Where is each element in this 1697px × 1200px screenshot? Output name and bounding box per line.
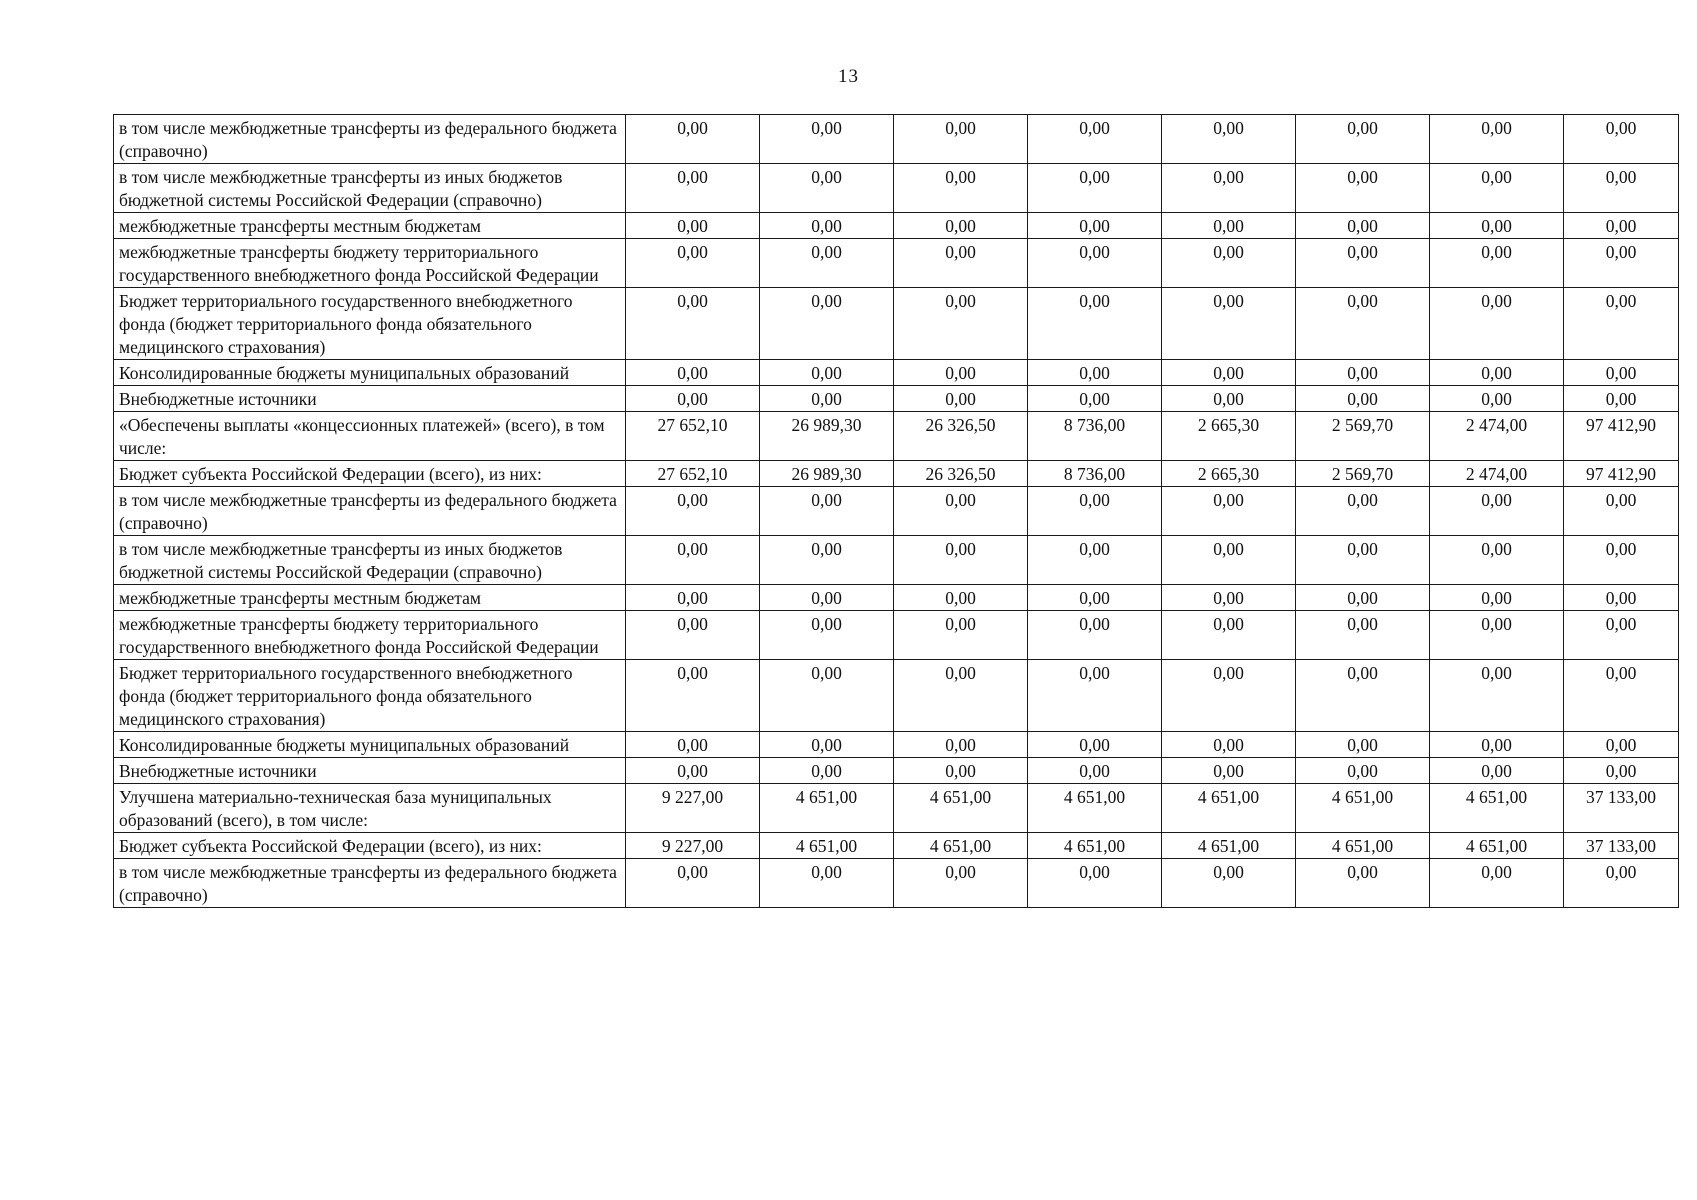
value-cell: 0,00 (626, 213, 760, 239)
row-label: в том числе межбюджетные трансферты из федерального бюджета (справочно) (114, 115, 626, 164)
value-cell: 0,00 (1296, 115, 1430, 164)
table-row (114, 732, 1679, 758)
value-cell: 0,00 (626, 386, 760, 412)
value-cell: 97 412,90 (1564, 412, 1679, 461)
row-label: межбюджетные трансферты бюджету территориального государственного внебюджетного фонда Российской Федерации (114, 239, 626, 288)
value-cell: 0,00 (1564, 115, 1679, 164)
value-cell: 4 651,00 (894, 833, 1028, 859)
value-cell: 4 651,00 (760, 784, 894, 833)
value-cell: 0,00 (1564, 859, 1679, 908)
value-cell: 0,00 (1430, 660, 1564, 732)
value-cell: 0,00 (1028, 536, 1162, 585)
table-row (114, 660, 1679, 732)
value-cell: 0,00 (1162, 386, 1296, 412)
value-cell: 4 651,00 (1296, 833, 1430, 859)
row-label: в том числе межбюджетные трансферты из иных бюджетов бюджетной системы Российской Федерации (справочно) (114, 536, 626, 585)
value-cell: 0,00 (1564, 386, 1679, 412)
value-cell: 2 474,00 (1430, 461, 1564, 487)
value-cell: 0,00 (1028, 732, 1162, 758)
row-label: Консолидированные бюджеты муниципальных образований (114, 360, 626, 386)
value-cell: 0,00 (626, 360, 760, 386)
value-cell: 0,00 (1564, 758, 1679, 784)
value-cell: 0,00 (1162, 487, 1296, 536)
value-cell: 0,00 (1564, 288, 1679, 360)
value-cell: 0,00 (1564, 585, 1679, 611)
value-cell: 0,00 (760, 360, 894, 386)
value-cell: 4 651,00 (760, 833, 894, 859)
value-cell: 0,00 (626, 164, 760, 213)
value-cell: 37 133,00 (1564, 784, 1679, 833)
value-cell: 0,00 (1162, 164, 1296, 213)
value-cell: 0,00 (1296, 611, 1430, 660)
value-cell: 0,00 (1430, 487, 1564, 536)
table-row (114, 833, 1679, 859)
value-cell: 0,00 (760, 732, 894, 758)
value-cell: 0,00 (894, 536, 1028, 585)
table-row (114, 288, 1679, 360)
table-row (114, 386, 1679, 412)
row-label: «Обеспечены выплаты «концессионных платежей» (всего), в том числе: (114, 412, 626, 461)
value-cell: 4 651,00 (1162, 784, 1296, 833)
value-cell: 0,00 (1430, 536, 1564, 585)
value-cell: 0,00 (894, 239, 1028, 288)
value-cell: 4 651,00 (894, 784, 1028, 833)
value-cell: 0,00 (626, 288, 760, 360)
row-label: Бюджет субъекта Российской Федерации (всего), из них: (114, 461, 626, 487)
value-cell: 4 651,00 (1028, 784, 1162, 833)
value-cell: 0,00 (1430, 758, 1564, 784)
row-label: Внебюджетные источники (114, 386, 626, 412)
value-cell: 0,00 (760, 585, 894, 611)
value-cell: 0,00 (1430, 611, 1564, 660)
value-cell: 0,00 (1296, 386, 1430, 412)
value-cell: 0,00 (1296, 536, 1430, 585)
value-cell: 26 326,50 (894, 461, 1028, 487)
value-cell: 0,00 (1162, 115, 1296, 164)
row-label: межбюджетные трансферты местным бюджетам (114, 213, 626, 239)
row-label: Улучшена материально-техническая база муниципальных образований (всего), в том числе: (114, 784, 626, 833)
value-cell: 2 569,70 (1296, 412, 1430, 461)
table-row (114, 239, 1679, 288)
value-cell: 0,00 (626, 732, 760, 758)
value-cell: 0,00 (1028, 115, 1162, 164)
table-row (114, 859, 1679, 908)
value-cell: 0,00 (626, 585, 760, 611)
value-cell: 0,00 (1564, 611, 1679, 660)
value-cell: 0,00 (894, 288, 1028, 360)
table-row (114, 412, 1679, 461)
value-cell: 0,00 (1430, 360, 1564, 386)
value-cell: 2 665,30 (1162, 412, 1296, 461)
value-cell: 0,00 (1564, 660, 1679, 732)
value-cell: 0,00 (1028, 288, 1162, 360)
table-row (114, 784, 1679, 833)
value-cell: 37 133,00 (1564, 833, 1679, 859)
value-cell: 0,00 (1564, 213, 1679, 239)
value-cell: 0,00 (1430, 115, 1564, 164)
row-label: Бюджет территориального государственного внебюджетного фонда (бюджет территориального фонда обязательного медицинского страхования) (114, 288, 626, 360)
value-cell: 0,00 (626, 611, 760, 660)
value-cell: 0,00 (894, 758, 1028, 784)
value-cell: 0,00 (1296, 758, 1430, 784)
value-cell: 0,00 (626, 859, 760, 908)
value-cell: 0,00 (1296, 239, 1430, 288)
value-cell: 0,00 (1028, 611, 1162, 660)
value-cell: 0,00 (1430, 239, 1564, 288)
table-row (114, 115, 1679, 164)
value-cell: 2 665,30 (1162, 461, 1296, 487)
value-cell: 0,00 (1162, 288, 1296, 360)
value-cell: 0,00 (1430, 859, 1564, 908)
value-cell: 0,00 (1296, 732, 1430, 758)
value-cell: 0,00 (1296, 859, 1430, 908)
value-cell: 0,00 (1430, 288, 1564, 360)
value-cell: 4 651,00 (1162, 833, 1296, 859)
value-cell: 4 651,00 (1296, 784, 1430, 833)
value-cell: 0,00 (1564, 360, 1679, 386)
row-label: в том числе межбюджетные трансферты из иных бюджетов бюджетной системы Российской Федерации (справочно) (114, 164, 626, 213)
row-label: Бюджет субъекта Российской Федерации (всего), из них: (114, 833, 626, 859)
value-cell: 4 651,00 (1028, 833, 1162, 859)
page-number: 13 (838, 66, 859, 87)
value-cell: 0,00 (760, 758, 894, 784)
value-cell: 0,00 (894, 585, 1028, 611)
value-cell: 0,00 (626, 487, 760, 536)
table-row (114, 611, 1679, 660)
value-cell: 0,00 (626, 758, 760, 784)
value-cell: 0,00 (1430, 732, 1564, 758)
value-cell: 0,00 (1296, 360, 1430, 386)
value-cell: 0,00 (1162, 585, 1296, 611)
value-cell: 0,00 (1162, 536, 1296, 585)
value-cell: 0,00 (1564, 239, 1679, 288)
value-cell: 0,00 (760, 536, 894, 585)
value-cell: 0,00 (626, 536, 760, 585)
value-cell: 0,00 (1296, 164, 1430, 213)
value-cell: 0,00 (1028, 164, 1162, 213)
value-cell: 0,00 (1162, 859, 1296, 908)
table-row (114, 487, 1679, 536)
table-row (114, 585, 1679, 611)
value-cell: 0,00 (1162, 360, 1296, 386)
value-cell: 26 989,30 (760, 461, 894, 487)
value-cell: 4 651,00 (1430, 784, 1564, 833)
value-cell: 0,00 (1162, 732, 1296, 758)
row-label: межбюджетные трансферты местным бюджетам (114, 585, 626, 611)
value-cell: 9 227,00 (626, 833, 760, 859)
value-cell: 0,00 (626, 239, 760, 288)
value-cell: 0,00 (1296, 585, 1430, 611)
value-cell: 0,00 (760, 213, 894, 239)
value-cell: 2 474,00 (1430, 412, 1564, 461)
value-cell: 0,00 (1028, 758, 1162, 784)
row-label: в том числе межбюджетные трансферты из федерального бюджета (справочно) (114, 859, 626, 908)
value-cell: 0,00 (894, 164, 1028, 213)
table-row (114, 536, 1679, 585)
value-cell: 0,00 (1430, 164, 1564, 213)
value-cell: 0,00 (894, 611, 1028, 660)
value-cell: 0,00 (1296, 487, 1430, 536)
value-cell: 0,00 (1028, 487, 1162, 536)
value-cell: 0,00 (1162, 758, 1296, 784)
value-cell: 0,00 (760, 386, 894, 412)
value-cell: 0,00 (760, 115, 894, 164)
value-cell: 8 736,00 (1028, 412, 1162, 461)
value-cell: 0,00 (1162, 213, 1296, 239)
value-cell: 0,00 (1564, 536, 1679, 585)
row-label: в том числе межбюджетные трансферты из федерального бюджета (справочно) (114, 487, 626, 536)
budget-table-body (114, 115, 1679, 908)
value-cell: 0,00 (1564, 487, 1679, 536)
value-cell: 0,00 (894, 360, 1028, 386)
value-cell: 97 412,90 (1564, 461, 1679, 487)
row-label: Бюджет территориального государственного внебюджетного фонда (бюджет территориального фонда обязательного медицинского страхования) (114, 660, 626, 732)
value-cell: 26 989,30 (760, 412, 894, 461)
row-label: межбюджетные трансферты бюджету территориального государственного внебюджетного фонда Российской Федерации (114, 611, 626, 660)
value-cell: 0,00 (760, 660, 894, 732)
value-cell: 0,00 (1162, 660, 1296, 732)
value-cell: 0,00 (1430, 386, 1564, 412)
value-cell: 0,00 (760, 288, 894, 360)
value-cell: 0,00 (894, 660, 1028, 732)
row-label: Внебюджетные источники (114, 758, 626, 784)
table-row (114, 360, 1679, 386)
value-cell: 0,00 (1028, 360, 1162, 386)
table-row (114, 758, 1679, 784)
value-cell: 0,00 (1028, 213, 1162, 239)
value-cell: 0,00 (1028, 239, 1162, 288)
value-cell: 27 652,10 (626, 461, 760, 487)
value-cell: 0,00 (626, 115, 760, 164)
value-cell: 0,00 (760, 611, 894, 660)
value-cell: 26 326,50 (894, 412, 1028, 461)
value-cell: 27 652,10 (626, 412, 760, 461)
value-cell: 0,00 (626, 660, 760, 732)
value-cell: 0,00 (1028, 585, 1162, 611)
value-cell: 0,00 (1162, 239, 1296, 288)
value-cell: 0,00 (894, 386, 1028, 412)
value-cell: 0,00 (1296, 660, 1430, 732)
value-cell: 0,00 (1564, 732, 1679, 758)
value-cell: 0,00 (894, 859, 1028, 908)
value-cell: 0,00 (760, 164, 894, 213)
value-cell: 8 736,00 (1028, 461, 1162, 487)
value-cell: 0,00 (760, 859, 894, 908)
table-row (114, 461, 1679, 487)
table-row (114, 164, 1679, 213)
value-cell: 0,00 (1028, 859, 1162, 908)
value-cell: 0,00 (1028, 386, 1162, 412)
budget-table (113, 114, 1679, 908)
value-cell: 0,00 (1296, 288, 1430, 360)
row-label: Консолидированные бюджеты муниципальных образований (114, 732, 626, 758)
value-cell: 0,00 (894, 487, 1028, 536)
value-cell: 0,00 (894, 732, 1028, 758)
value-cell: 2 569,70 (1296, 461, 1430, 487)
value-cell: 0,00 (894, 115, 1028, 164)
value-cell: 9 227,00 (626, 784, 760, 833)
value-cell: 0,00 (1162, 611, 1296, 660)
value-cell: 0,00 (1564, 164, 1679, 213)
value-cell: 0,00 (760, 487, 894, 536)
value-cell: 0,00 (1430, 213, 1564, 239)
table-row (114, 213, 1679, 239)
value-cell: 0,00 (1028, 660, 1162, 732)
value-cell: 0,00 (894, 213, 1028, 239)
value-cell: 0,00 (1430, 585, 1564, 611)
value-cell: 0,00 (760, 239, 894, 288)
value-cell: 4 651,00 (1430, 833, 1564, 859)
value-cell: 0,00 (1296, 213, 1430, 239)
